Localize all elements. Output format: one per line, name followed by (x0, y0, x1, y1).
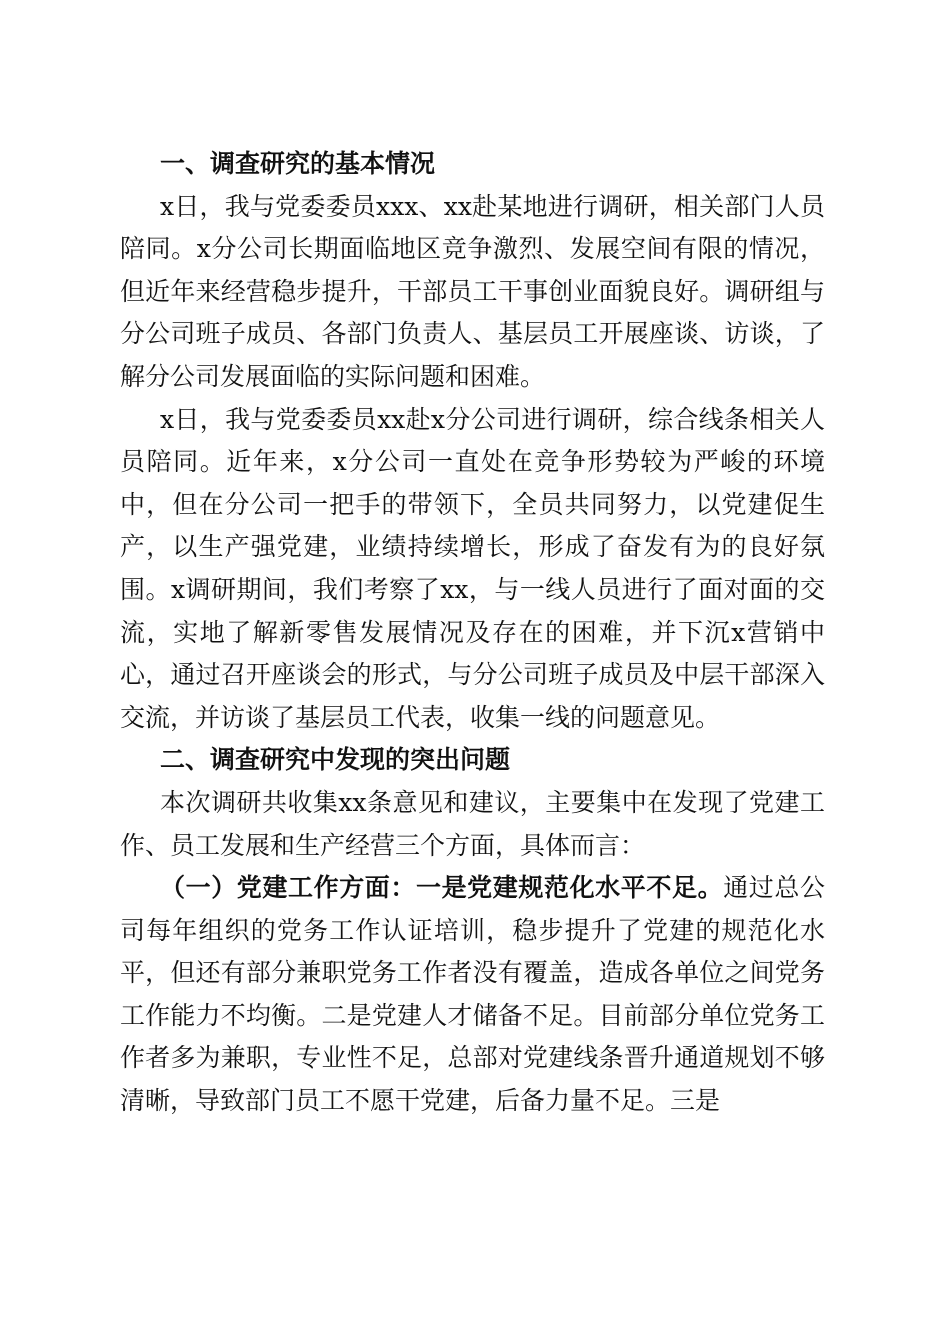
section-2-heading: 二、调查研究中发现的突出问题 (160, 745, 511, 775)
section-1-paragraph-1: x日，我与党委委员xxx、xx赴某地进行调研，相关部门人员陪同。x分公司长期面临地区竞争激烈、发展空间有限的情况，但近年来经营稳步提升，干部员工干事创业面貌良好。调研组与分公司班子成员、各部门负责人、基层员工开展座谈、访谈，了解分公司发展面临的实际问题和困难。 (120, 191, 825, 391)
section-1-heading: 一、调查研究的基本情况 (160, 149, 436, 178)
subsection-1-lead: （一）党建工作方面：一是党建规范化水平不足。 (160, 873, 724, 903)
section-1-paragraph-2: x日，我与党委委员xx赴x分公司进行调研，综合线条相关人员陪同。近年来，x分公司一直处在竞争形势较为严峻的环境中，但在分公司一把手的带领下，全员共同努力，以党建促生产，以生产强党建，业绩持续增长，形成了奋发有为的良好氛围。x调研期间，我们考察了xx，与一线人员进行了面对面的交流，实地了解新零售发展情况及存在的困难，并下沉x营销中心，通过召开座谈会的形式，与分公司班子成员及中层干部深入交流，并访谈了基层员工代表，收集一线的问题意见。 (120, 404, 825, 732)
section-2-subsection-1 (120, 867, 825, 1123)
document-body (120, 143, 825, 1123)
section-2-intro: 本次调研共收集xx条意见和建议，主要集中在发现了党建工作、员工发展和生产经营三个方面，具体而言： (120, 787, 825, 860)
subsection-1-body: 通过总公司每年组织的党务工作认证培训，稳步提升了党建的规范化水平，但还有部分兼职党务工作者没有覆盖，造成各单位之间党务工作能力不均衡。二是党建人才储备不足。目前部分单位党务工作者多为兼职，专业性不足，总部对党建线条晋升通道规划不够清晰，导致部门员工不愿干党建，后备力量不足。三是 (120, 873, 825, 1116)
